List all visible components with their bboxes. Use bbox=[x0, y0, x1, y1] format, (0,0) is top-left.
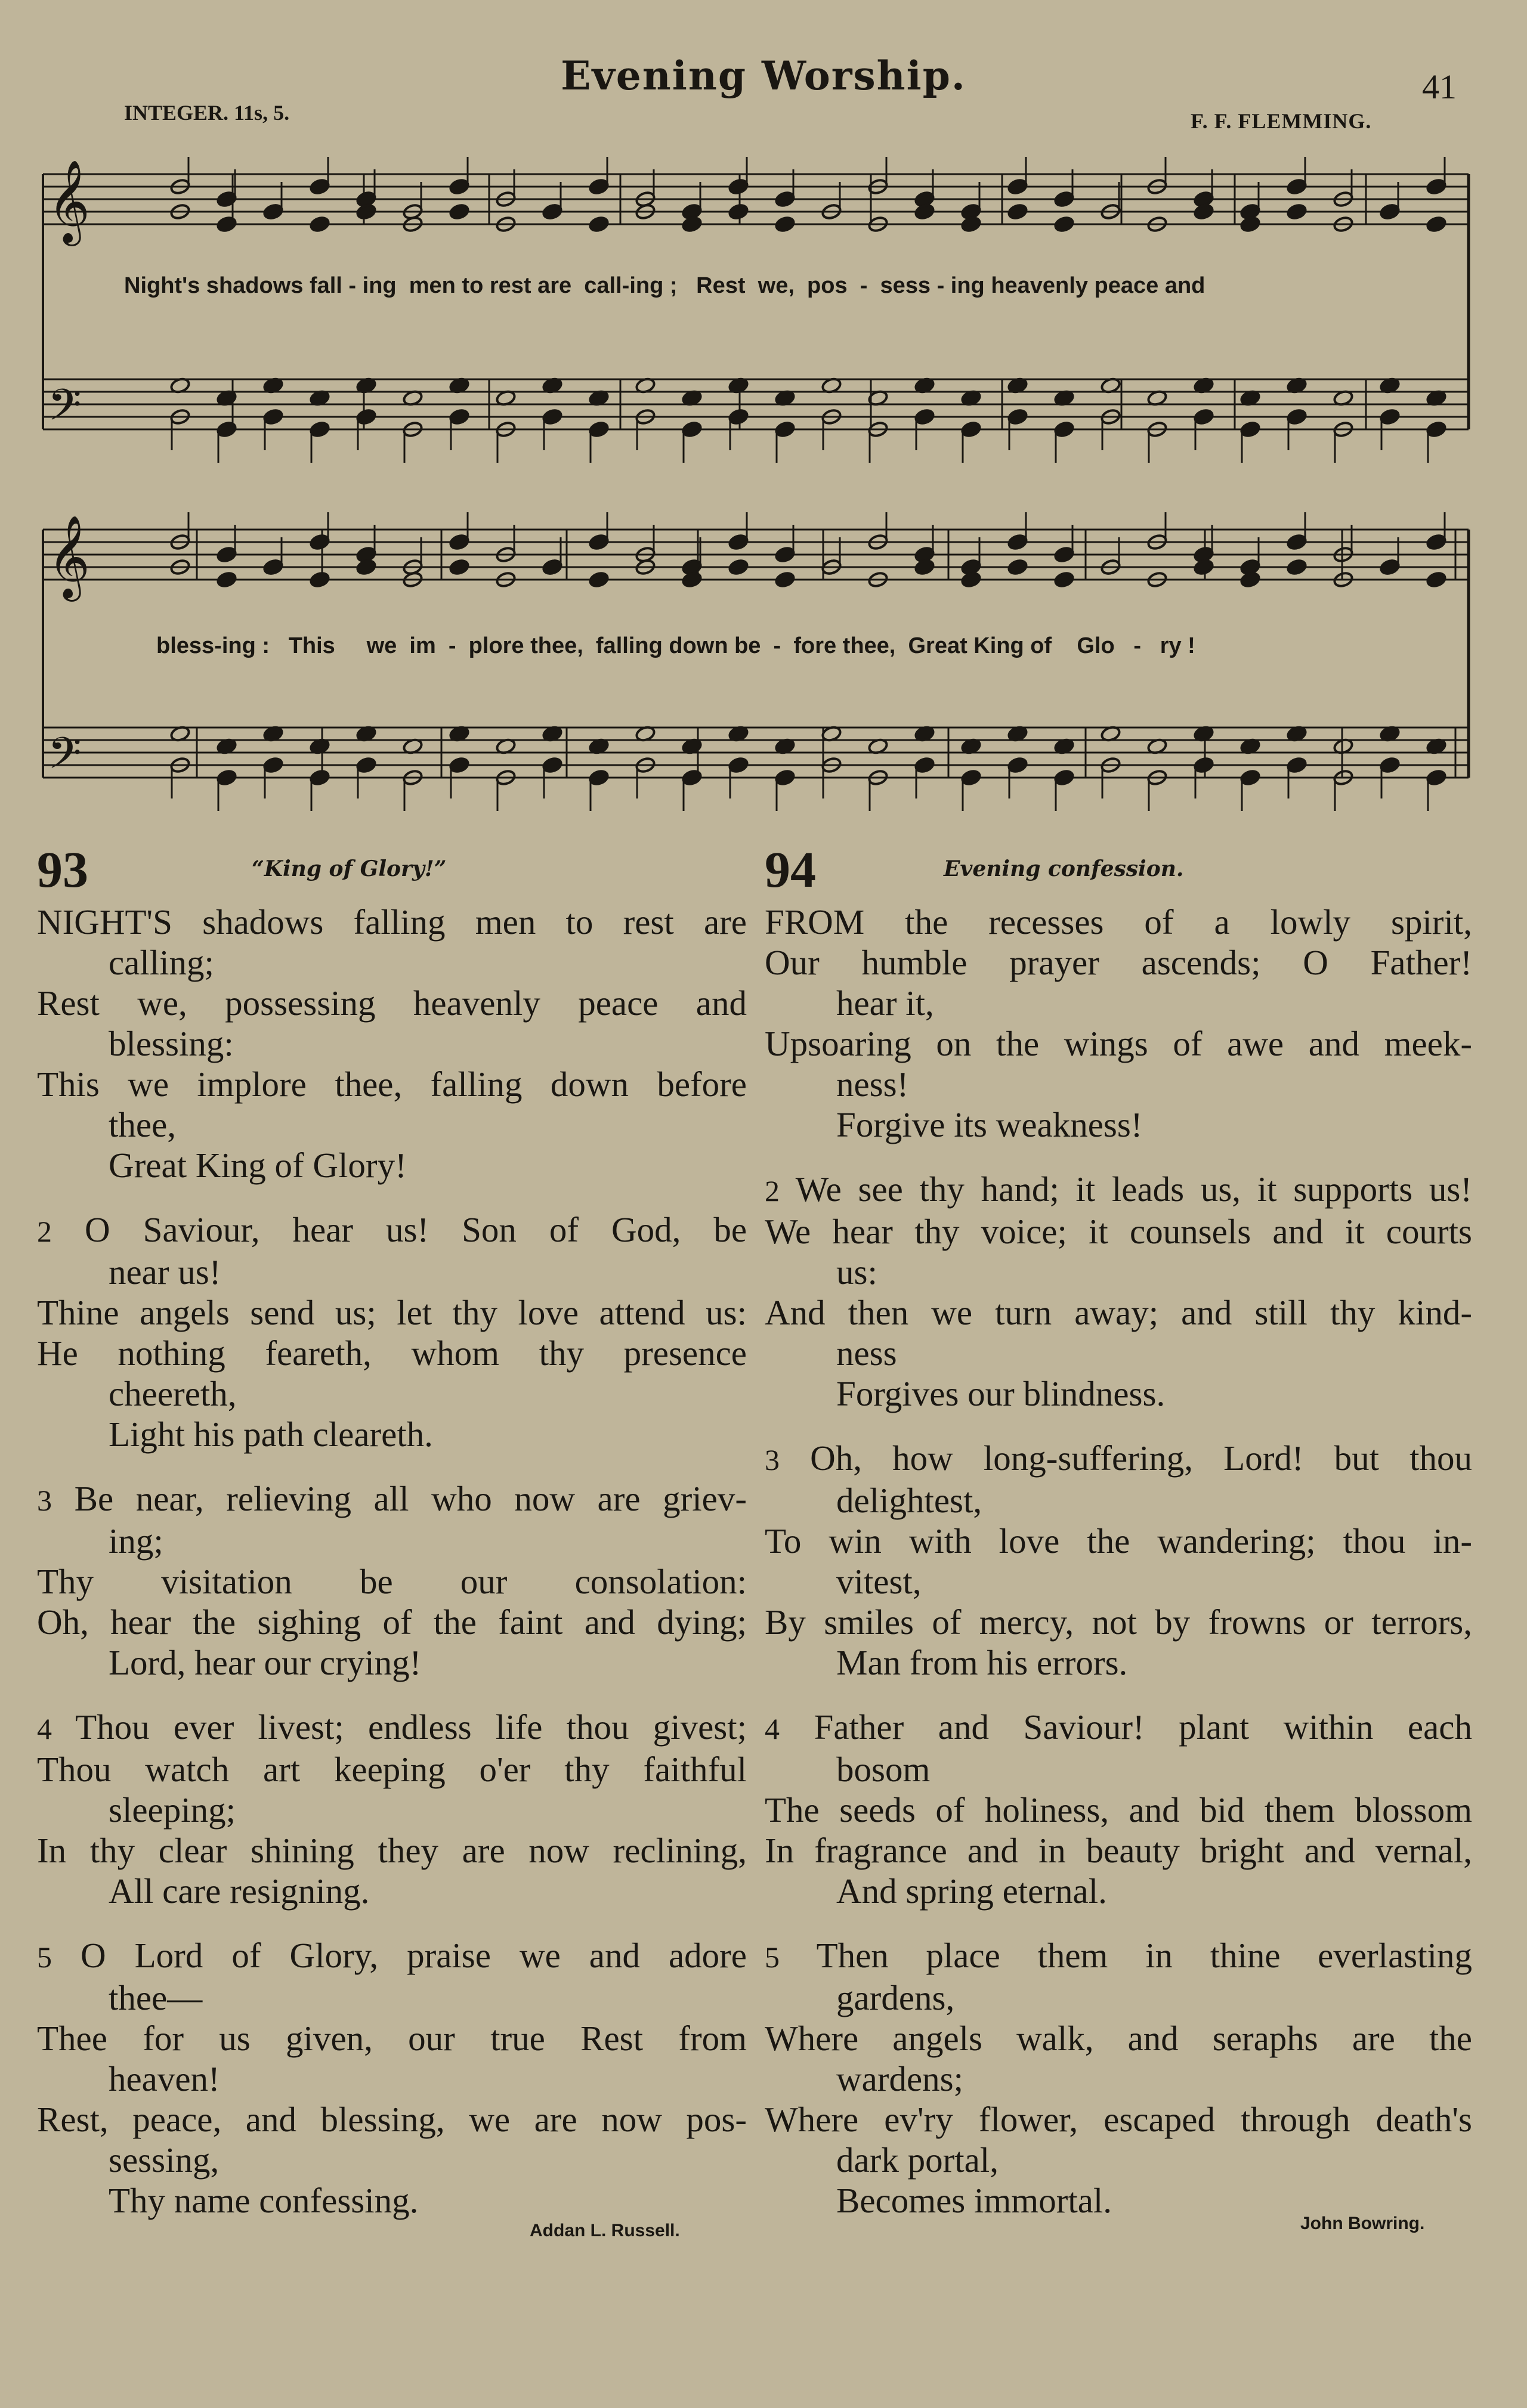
verse-text: delightest, bbox=[836, 1481, 982, 1520]
note-head bbox=[774, 769, 795, 786]
verse-line bbox=[37, 1145, 747, 1186]
verse-text: By smiles of mercy, not by frowns or terrors, bbox=[765, 1602, 1472, 1642]
note-head bbox=[449, 203, 469, 220]
verse-text: O Saviour, hear us! Son of God, be bbox=[84, 1210, 747, 1249]
verse bbox=[37, 902, 747, 1186]
note-head bbox=[728, 408, 749, 425]
verse-line bbox=[37, 2059, 747, 2099]
verse-line bbox=[765, 1790, 1472, 1830]
verse-line bbox=[765, 942, 1472, 983]
verse-text: dark portal, bbox=[836, 2140, 999, 2180]
verse-text: Thee for us given, our true Rest from bbox=[37, 2019, 747, 2058]
note-head bbox=[216, 420, 237, 438]
verse-line bbox=[765, 1104, 1472, 1145]
verse-number: 4 bbox=[765, 1712, 780, 1745]
verse-line bbox=[37, 1749, 747, 1790]
verse-line bbox=[37, 1414, 747, 1454]
verse-text: bosom bbox=[836, 1750, 931, 1789]
verse-line bbox=[37, 1977, 747, 2018]
note-head bbox=[1426, 769, 1446, 786]
verse-number: 3 bbox=[37, 1484, 52, 1517]
verse-line bbox=[765, 1211, 1472, 1252]
note-head bbox=[1239, 420, 1260, 438]
verse-text: Where ev'ry flower, escaped through death's bbox=[765, 2100, 1472, 2139]
verse-text: Thou ever livest; endless life thou givest; bbox=[75, 1707, 747, 1747]
note-head bbox=[1193, 408, 1214, 425]
verse-line bbox=[37, 1642, 747, 1683]
verse-number: 3 bbox=[765, 1443, 780, 1477]
verse-text: Thy visitation be our consolation: bbox=[37, 1562, 747, 1601]
note-head bbox=[1286, 178, 1307, 195]
verse bbox=[765, 1438, 1472, 1683]
note-head bbox=[588, 533, 609, 550]
verse-text: Oh, how long-suffering, Lord! but thou bbox=[810, 1438, 1473, 1478]
verse-text: blessing: bbox=[109, 1024, 234, 1063]
verse-line bbox=[37, 1602, 747, 1642]
verse-line bbox=[765, 1521, 1472, 1561]
verse-line bbox=[765, 983, 1472, 1023]
verse-line bbox=[37, 1104, 747, 1145]
verse-line bbox=[37, 1333, 747, 1373]
clef-icon: 𝄞 bbox=[48, 160, 90, 243]
note-head bbox=[1007, 178, 1028, 195]
note-head bbox=[960, 420, 981, 438]
verse-text: calling; bbox=[109, 943, 214, 982]
note-head bbox=[1379, 408, 1400, 425]
note-head bbox=[1379, 203, 1400, 220]
note-head bbox=[1239, 215, 1260, 233]
verse-number: 5 bbox=[765, 1940, 780, 1974]
note-head bbox=[1426, 178, 1446, 195]
note-head bbox=[1007, 408, 1028, 425]
verse-text: heaven! bbox=[109, 2059, 220, 2099]
verse-text: Great King of Glory! bbox=[109, 1146, 407, 1185]
verse-line bbox=[765, 1169, 1472, 1211]
verse-line bbox=[765, 1252, 1472, 1292]
note-head bbox=[1426, 533, 1446, 550]
verse-text: Oh, hear the sighing of the faint and dying; bbox=[37, 1602, 747, 1642]
verse bbox=[765, 1935, 1472, 2221]
note-head bbox=[681, 215, 702, 233]
verse-line bbox=[765, 1749, 1472, 1790]
verse bbox=[765, 902, 1472, 1145]
verse-text: Father and Saviour! plant within each bbox=[814, 1707, 1472, 1747]
clef-icon: 𝄞 bbox=[48, 515, 90, 598]
verse-text: near us! bbox=[109, 1252, 221, 1292]
note-head bbox=[216, 546, 237, 563]
verse-line bbox=[765, 2018, 1472, 2059]
note-head bbox=[1426, 420, 1446, 438]
note-head bbox=[356, 203, 376, 220]
note-head bbox=[960, 215, 981, 233]
note-head bbox=[262, 408, 283, 425]
verse bbox=[37, 1935, 747, 2221]
hymn-93 bbox=[37, 840, 747, 2245]
note-head bbox=[216, 571, 237, 588]
verse-text: vitest, bbox=[836, 1562, 922, 1601]
note-head bbox=[774, 546, 795, 563]
note-head bbox=[449, 558, 469, 575]
note-head bbox=[681, 571, 702, 588]
note-head bbox=[1193, 756, 1214, 773]
verse-text: O Lord of Glory, praise we and adore bbox=[81, 1936, 747, 1975]
verse-line bbox=[765, 1642, 1472, 1683]
verse-line bbox=[37, 2180, 747, 2221]
note-head bbox=[1007, 203, 1028, 220]
note-head bbox=[681, 420, 702, 438]
note-head bbox=[449, 533, 469, 550]
note-head bbox=[914, 756, 935, 773]
hymn-number: 93 bbox=[37, 841, 88, 898]
verse-text: All care resigning. bbox=[109, 1871, 370, 1911]
note-head bbox=[309, 769, 330, 786]
verse-text: Then place them in thine everlasting bbox=[816, 1936, 1473, 1975]
note-head bbox=[309, 420, 330, 438]
note-head bbox=[542, 756, 562, 773]
verse-text: sessing, bbox=[109, 2140, 220, 2180]
verse-line bbox=[37, 902, 747, 942]
verse-line bbox=[37, 1830, 747, 1871]
verse-text: NIGHT'S shadows falling men to rest are bbox=[37, 902, 747, 942]
verse-line bbox=[37, 1935, 747, 1977]
note-head bbox=[774, 215, 795, 233]
verse-text: Forgive its weakness! bbox=[836, 1105, 1143, 1144]
verse-number: 2 bbox=[37, 1215, 52, 1248]
note-head bbox=[1053, 571, 1074, 588]
hymn-title: “King of Glory!” bbox=[252, 856, 447, 881]
note-head bbox=[588, 769, 609, 786]
verse-text: ness! bbox=[836, 1064, 909, 1104]
note-head bbox=[1193, 203, 1214, 220]
note-head bbox=[1007, 533, 1028, 550]
note-head bbox=[309, 215, 330, 233]
note-head bbox=[1286, 533, 1307, 550]
hymn-number: 94 bbox=[765, 841, 816, 898]
composer: F. F. FLEMMING. bbox=[1191, 109, 1372, 133]
note-head bbox=[1286, 558, 1307, 575]
note-head bbox=[542, 408, 562, 425]
verse-text: thee— bbox=[109, 1978, 203, 2017]
note-head bbox=[216, 215, 237, 233]
note-head bbox=[216, 769, 237, 786]
note-head bbox=[262, 203, 283, 220]
verse-line bbox=[765, 1830, 1472, 1871]
verse-text: In fragrance and in beauty bright and vernal, bbox=[765, 1831, 1472, 1870]
verse bbox=[37, 1209, 747, 1454]
verse-text: hear it, bbox=[836, 983, 934, 1023]
verse-line bbox=[37, 1252, 747, 1292]
note-head bbox=[542, 558, 562, 575]
verse-text: Becomes immortal. bbox=[836, 2181, 1112, 2220]
note-head bbox=[588, 178, 609, 195]
note-head bbox=[1379, 756, 1400, 773]
verse-line bbox=[765, 1438, 1472, 1480]
note-head bbox=[356, 408, 376, 425]
verse-line bbox=[765, 2099, 1472, 2140]
verse-text: Upsoaring on the wings of awe and meek- bbox=[765, 1024, 1472, 1063]
verse-line bbox=[37, 2140, 747, 2180]
verse-text: Where angels walk, and seraphs are the bbox=[765, 2019, 1472, 2058]
note-head bbox=[588, 571, 609, 588]
page-number: 41 bbox=[1422, 67, 1457, 106]
verse-line bbox=[765, 1871, 1472, 1911]
note-head bbox=[774, 190, 795, 208]
hymn-93-author: Addan L. Russell. bbox=[530, 2221, 680, 2240]
verse-text: sleeping; bbox=[109, 1790, 236, 1830]
note-head bbox=[960, 571, 981, 588]
verse-line bbox=[765, 902, 1472, 942]
verse-line bbox=[37, 1209, 747, 1252]
note-head bbox=[356, 756, 376, 773]
verse-line bbox=[765, 1373, 1472, 1414]
verse-line bbox=[765, 1333, 1472, 1373]
verse-text: FROM the recesses of a lowly spirit, bbox=[765, 902, 1472, 942]
note-head bbox=[1053, 769, 1074, 786]
verse-text: ing; bbox=[109, 1521, 163, 1561]
verse-text: In thy clear shining they are now reclining, bbox=[37, 1831, 747, 1870]
note-head bbox=[728, 558, 749, 575]
verse-number: 5 bbox=[37, 1940, 52, 1974]
verse-text: cheereth, bbox=[109, 1374, 237, 1413]
verse-text: Light his path cleareth. bbox=[109, 1415, 433, 1454]
verse-line bbox=[37, 1707, 747, 1749]
note-head bbox=[1286, 756, 1307, 773]
note-head bbox=[1239, 769, 1260, 786]
verse-text: Man from his errors. bbox=[836, 1643, 1128, 1682]
verse-text: To win with love the wandering; thou in- bbox=[765, 1521, 1472, 1561]
note-head bbox=[1007, 558, 1028, 575]
verse-text: The seeds of holiness, and bid them blossom bbox=[765, 1790, 1472, 1830]
verse-text: Our humble prayer ascends; O Father! bbox=[765, 943, 1472, 982]
verse-line bbox=[765, 1602, 1472, 1642]
note-head bbox=[309, 178, 330, 195]
verse-text: Rest, peace, and blessing, we are now pos- bbox=[37, 2100, 747, 2139]
verse-text: And spring eternal. bbox=[836, 1871, 1107, 1911]
verse-line bbox=[37, 2018, 747, 2059]
note-head bbox=[1053, 190, 1074, 208]
note-head bbox=[728, 756, 749, 773]
note-head bbox=[960, 769, 981, 786]
verse-number: 2 bbox=[765, 1174, 780, 1208]
hymn-94-author: John Bowring. bbox=[1300, 2214, 1425, 2233]
note-head bbox=[1239, 571, 1260, 588]
note-head bbox=[309, 533, 330, 550]
verse-text: Forgives our blindness. bbox=[836, 1374, 1166, 1413]
verse-number: 4 bbox=[37, 1712, 52, 1745]
verse bbox=[765, 1707, 1472, 1911]
note-head bbox=[1426, 215, 1446, 233]
note-head bbox=[681, 769, 702, 786]
verse-text: Thou watch art keeping o'er thy faithful bbox=[37, 1750, 747, 1789]
verse-line bbox=[765, 2140, 1472, 2180]
verse-line bbox=[37, 1521, 747, 1561]
note-head bbox=[1053, 546, 1074, 563]
note-head bbox=[1286, 408, 1307, 425]
verse-text: thee, bbox=[109, 1105, 177, 1144]
note-head bbox=[728, 178, 749, 195]
music-lyrics-line-1: Night's shadows fall - ing men to rest are call-ing ; Rest we, pos - sess - ing heavenly peace and bbox=[124, 273, 1205, 298]
verse-text: We see thy hand; it leads us, it supports us! bbox=[795, 1169, 1472, 1209]
verse-line bbox=[37, 983, 747, 1023]
verse-line bbox=[37, 1023, 747, 1064]
note-head bbox=[1053, 420, 1074, 438]
verse-text: ness bbox=[836, 1333, 897, 1373]
note-head bbox=[262, 756, 283, 773]
note-head bbox=[1053, 215, 1074, 233]
verse-text: Thine angels send us; let thy love attend us: bbox=[37, 1293, 747, 1332]
verse-text: Lord, hear our crying! bbox=[109, 1643, 422, 1682]
clef-icon: 𝄢 bbox=[48, 728, 82, 789]
tune-name: INTEGER. 11s, 5. bbox=[124, 101, 290, 125]
note-head bbox=[588, 215, 609, 233]
music-lyrics-line-2: bless-ing : This we im - plore thee, falling down be - fore thee, Great King of Glo - ry ! bbox=[156, 633, 1195, 658]
note-head bbox=[728, 203, 749, 220]
verse-text: Thy name confessing. bbox=[109, 2181, 419, 2220]
verse-text: Rest we, possessing heavenly peace and bbox=[37, 983, 747, 1023]
note-head bbox=[774, 420, 795, 438]
verse-text: He nothing feareth, whom thy presence bbox=[37, 1333, 747, 1373]
verse bbox=[765, 1169, 1472, 1414]
verse-line bbox=[37, 1064, 747, 1104]
verse-line bbox=[765, 1292, 1472, 1333]
hymn-94 bbox=[765, 840, 1472, 2245]
verse-line bbox=[765, 1064, 1472, 1104]
verse bbox=[37, 1707, 747, 1911]
verse-line bbox=[37, 2099, 747, 2140]
note-head bbox=[449, 756, 469, 773]
note-head bbox=[449, 408, 469, 425]
note-head bbox=[1426, 571, 1446, 588]
note-head bbox=[356, 558, 376, 575]
verse-text: us: bbox=[836, 1252, 877, 1292]
note-head bbox=[914, 558, 935, 575]
verse-line bbox=[765, 1023, 1472, 1064]
note-head bbox=[914, 408, 935, 425]
page-title: Evening Worship. bbox=[561, 52, 966, 99]
note-head bbox=[262, 558, 283, 575]
verse-text: wardens; bbox=[836, 2059, 963, 2099]
verse-line bbox=[37, 1790, 747, 1830]
note-head bbox=[774, 571, 795, 588]
note-head bbox=[588, 420, 609, 438]
note-head bbox=[1379, 558, 1400, 575]
verse-line bbox=[37, 1871, 747, 1911]
verse-text: gardens, bbox=[836, 1978, 955, 2017]
verse-line bbox=[37, 1373, 747, 1414]
verse-line bbox=[765, 1707, 1472, 1749]
verse-text: Be near, relieving all who now are griev- bbox=[74, 1479, 747, 1518]
note-head bbox=[914, 203, 935, 220]
verse-line bbox=[37, 1292, 747, 1333]
clef-icon: 𝄢 bbox=[48, 379, 82, 441]
note-head bbox=[542, 203, 562, 220]
verse-line bbox=[765, 1977, 1472, 2018]
note-head bbox=[449, 178, 469, 195]
verse-line bbox=[37, 1561, 747, 1602]
note-head bbox=[309, 571, 330, 588]
verse-line bbox=[765, 1935, 1472, 1977]
verse-text: This we implore thee, falling down before bbox=[37, 1064, 747, 1104]
verse-line bbox=[765, 1561, 1472, 1602]
verse-line bbox=[765, 1480, 1472, 1521]
hymn-title: Evening confession. bbox=[944, 856, 1184, 881]
note-head bbox=[728, 533, 749, 550]
verse-text: We hear thy voice; it counsels and it courts bbox=[765, 1212, 1472, 1251]
verse-line bbox=[37, 1478, 747, 1521]
note-head bbox=[216, 190, 237, 208]
verse-line bbox=[37, 942, 747, 983]
note-head bbox=[1193, 558, 1214, 575]
verse-text: And then we turn away; and still thy kind- bbox=[765, 1293, 1472, 1332]
verse-line bbox=[765, 2059, 1472, 2099]
note-head bbox=[1007, 756, 1028, 773]
verse bbox=[37, 1478, 747, 1683]
note-head bbox=[1286, 203, 1307, 220]
music-score bbox=[0, 0, 1527, 823]
